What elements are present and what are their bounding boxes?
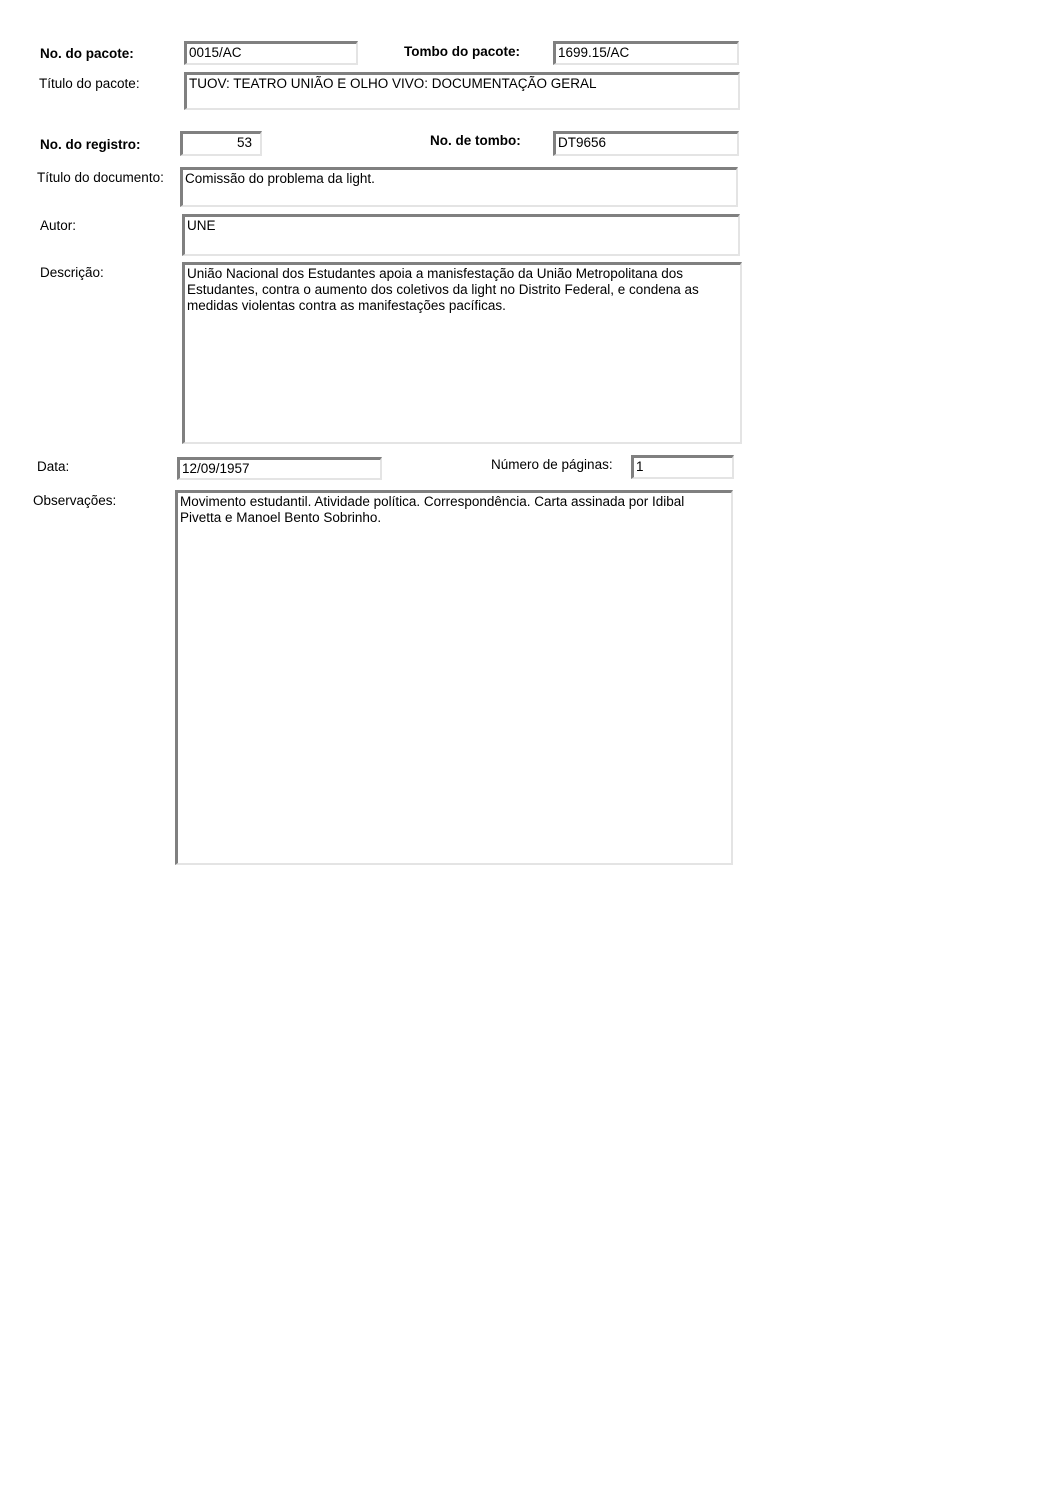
description-label: Descrição:	[40, 265, 104, 280]
package-tombo-label: Tombo do pacote:	[404, 44, 520, 59]
package-title-label: Título do pacote:	[39, 76, 140, 91]
observations-label: Observações:	[33, 493, 117, 508]
record-number-label: No. do registro:	[40, 137, 141, 152]
page-count-label: Número de páginas:	[491, 457, 613, 472]
page-count-field[interactable]: 1	[631, 455, 734, 479]
document-title-label: Título do documento:	[37, 170, 164, 185]
package-tombo-field[interactable]: 1699.15/AC	[553, 41, 739, 65]
tombo-number-field[interactable]: DT9656	[553, 131, 739, 156]
date-label: Data:	[37, 459, 70, 474]
description-field[interactable]: União Nacional dos Estudantes apoia a manisfestação da União Metropolitana dos Estudantes, contra o aumento dos coletivos da light no Distrito Federal, e condena as medidas violentas contra as manifestações pacíficas.	[182, 262, 742, 444]
date-field[interactable]: 12/09/1957	[177, 457, 382, 480]
author-label: Autor:	[40, 218, 77, 233]
record-number-field[interactable]: 53	[180, 131, 262, 156]
observations-field[interactable]: Movimento estudantil. Atividade política. Correspondência. Carta assinada por Idibal Pivetta e Manoel Bento Sobrinho.	[175, 490, 733, 865]
package-title-field[interactable]: TUOV: TEATRO UNIÃO E OLHO VIVO: DOCUMENTAÇÃO GERAL	[184, 72, 740, 110]
package-number-label: No. do pacote:	[40, 46, 134, 61]
package-number-field[interactable]: 0015/AC	[184, 41, 358, 65]
document-title-field[interactable]: Comissão do problema da light.	[180, 167, 738, 207]
tombo-number-label: No. de tombo:	[430, 133, 521, 148]
author-field[interactable]: UNE	[182, 214, 740, 256]
